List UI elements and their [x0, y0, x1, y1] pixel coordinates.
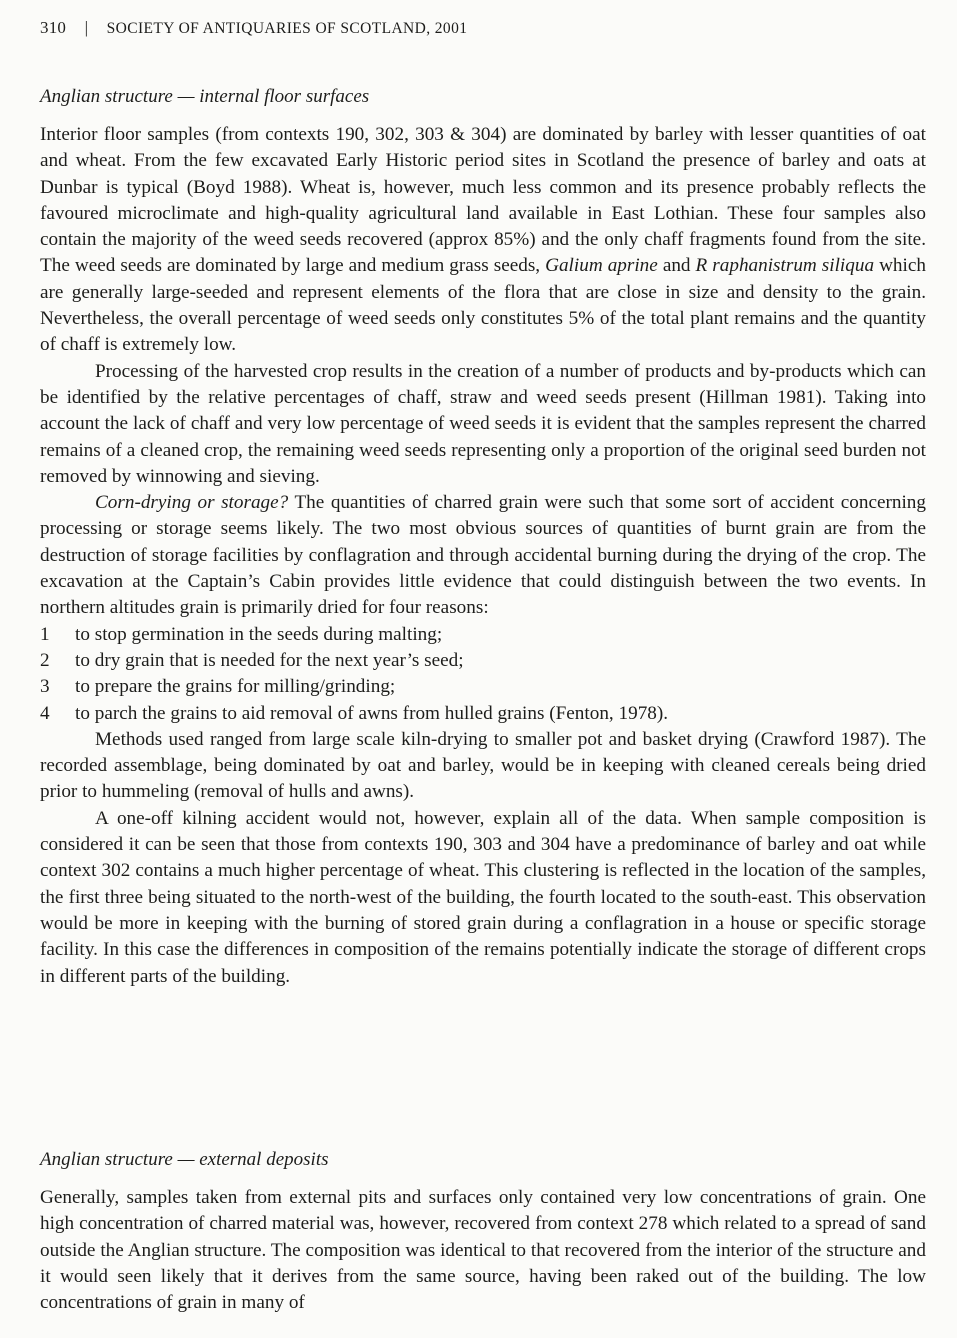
paragraph-text: The quantities of charred grain were such that some sort of accident concerning processing or storage seems likely. The two most obvious sources of quantities of burnt grain are from the destruction of storage facilities by conflagration and through accidental burning during the drying of the crop. The excavation at the Captain’s Cabin provides little evidence that could distinguish between the two events. In northern altitudes grain is primarily dried for four reasons:	[40, 492, 926, 619]
species-name: Galium aprine	[545, 255, 658, 277]
list-item	[40, 701, 926, 727]
drying-reasons-list	[40, 622, 926, 727]
paragraph-text: which are generally large-seeded and represent elements of the flora that are close in size and density to the grain. Nevertheless, the overall percentage of weed seeds only constitutes 5% of the total plant remains and the quantity of chaff is extremely low.	[40, 255, 926, 356]
section-external-deposits	[40, 1147, 926, 1316]
list-number: 1	[40, 623, 50, 645]
section-heading: Anglian structure — external deposits	[40, 1149, 329, 1170]
paragraph-kilning-accident: A one-off kilning accident would not, however, explain all of the data. When sample composition is considered it can be seen that those from contexts 190, 303 and 304 have a predominance of barley and oat while context 302 contains a much higher percentage of wheat. This clustering is reflected in the location of the samples, the first three being situated to the north-west of the building, the fourth located to the south-east. This observation would be more in keeping with the burning of stored grain during a conflagration in a house or specific storage facility. In this case the differences in composition of the remains potentially indicate the storage of different crops in different parts of the building.	[40, 807, 926, 987]
species-name: R raphanistrum siliqua	[695, 255, 875, 277]
list-number: 3	[40, 676, 50, 698]
list-text: to stop germination in the seeds during malting;	[75, 623, 443, 645]
list-number: 4	[40, 702, 50, 724]
list-item	[40, 648, 926, 674]
running-head	[40, 18, 467, 38]
section-internal-floor-surfaces	[40, 84, 926, 990]
run-in-heading: Corn-drying or storage?	[95, 492, 289, 514]
header-separator: |	[84, 18, 89, 37]
list-text: to prepare the grains for milling/grinding;	[75, 676, 396, 698]
list-text: to parch the grains to aid removal of awns from hulled grains (Fenton, 1978).	[75, 702, 669, 724]
paragraph-text: and	[657, 255, 696, 277]
paragraph-drying-methods: Methods used ranged from large scale kiln-drying to smaller pot and basket drying (Crawford 1987). The recorded assemblage, being dominated by oat and barley, would be in keeping with cleaned cereals being dried prior to hummeling (removal of hulls and awns).	[40, 728, 926, 803]
journal-title: SOCIETY OF ANTIQUARIES OF SCOTLAND, 2001	[106, 20, 468, 37]
paragraph-floor-samples	[40, 122, 926, 359]
paragraph-text: Interior floor samples (from contexts 190, 302, 303 & 304) are dominated by barley with lesser quantities of oat and wheat. From the few excavated Early Historic period sites in Scotland the presence of barley and oats at Dunbar is typical (Boyd 1988). Wheat is, however, much less common and its presence probably reflects the favoured microclimate and high-quality agricultural land available in East Lothian. These four samples also contain the majority of the weed seeds recovered (approx 85%) and the only chaff fragments found from the site. The weed seeds are dominated by large and medium grass seeds,	[40, 124, 926, 277]
list-item	[40, 622, 926, 648]
paragraph-crop-processing: Processing of the harvested crop results in the creation of a number of products and by-products which can be identified by the relative percentages of chaff, straw and weed seeds present (Hillman 1981). Taking into account the lack of chaff and very low percentage of weed seeds it is evident that the samples represent the charred remains of a cleaned crop, the remaining weed seeds representing only a proportion of the original seed burden not removed by winnowing and sieving.	[40, 360, 926, 487]
section-heading: Anglian structure — internal floor surfaces	[40, 86, 370, 107]
list-number: 2	[40, 649, 50, 671]
list-item	[40, 674, 926, 700]
list-text: to dry grain that is needed for the next year’s seed;	[75, 649, 464, 671]
paragraph-corn-drying	[40, 490, 926, 621]
page-number: 310	[40, 18, 67, 37]
paragraph-external-samples: Generally, samples taken from external pits and surfaces only contained very low concentrations of grain. One high concentration of charred material was, however, recovered from context 278 which related to a spread of sand outside the Anglian structure. The composition was identical to that recovered from the interior of the structure and it would seen likely that it derives from the same source, having been raked out of the building. The low concentrations of grain in many of	[40, 1187, 926, 1314]
